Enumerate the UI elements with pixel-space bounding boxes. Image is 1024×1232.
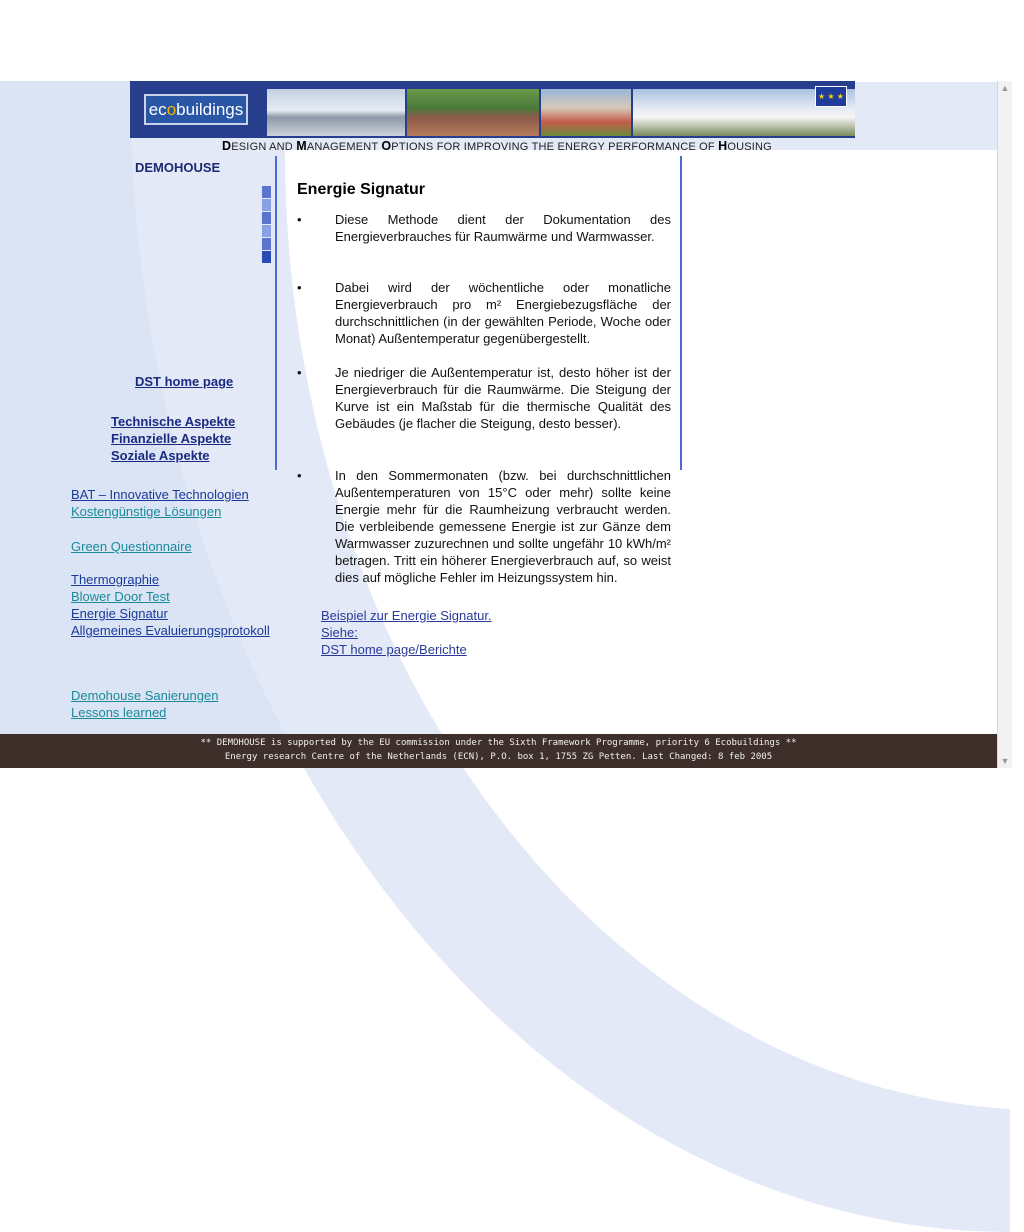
header-photo-building-1 bbox=[267, 89, 405, 136]
bullet-text: Je niedriger die Außentemperatur ist, desto höher ist der Energieverbrauch für die Raumwärme. Die Steigung der Kurve ist ein Maßstab für die thermische Qualität des Gebäudes (je flacher die Steigung, desto besser). bbox=[335, 365, 671, 431]
bullet-text: Diese Methode dient der Dokumentation des Energieverbrauches für Raumwärme und Warmwasser. bbox=[335, 212, 671, 244]
nav-technische-aspekte[interactable]: Technische Aspekte bbox=[111, 414, 236, 429]
scroll-up-icon[interactable]: ▲ bbox=[1000, 83, 1010, 93]
nav-kostenguenstige[interactable]: Kostengünstige Lösungen bbox=[71, 504, 222, 519]
bullet-dot-icon: • bbox=[297, 280, 302, 295]
nav-bat-innovative[interactable]: BAT – Innovative Technologien bbox=[71, 487, 249, 502]
example-link[interactable]: Beispiel zur Energie Signatur. bbox=[321, 608, 492, 623]
nav-green-questionnaire[interactable]: Green Questionnaire bbox=[71, 539, 192, 554]
content-divider-right bbox=[680, 156, 682, 470]
nav-energie-signatur[interactable]: Energie Signatur bbox=[71, 606, 168, 621]
header-photo-building-2 bbox=[407, 89, 539, 136]
nav-lessons-learned[interactable]: Lessons learned bbox=[71, 705, 167, 720]
bullet-dot-icon: • bbox=[297, 468, 302, 483]
bullet-text: In den Sommermonaten (bzw. bei durchschnittlichen Außentemperaturen von 15°C oder mehr) sollte keine Energie mehr für die Raumheizung verbraucht werden. Die verbleibende gemessene Energie ist zur Gänze dem Warmwasser zuzurechnen und sollte ungefähr 10 kWh/m² betragen. Tritt ein höherer Energieverbrauch auf, so weist dies auf mögliche Fehler im Heizungssystem hin. bbox=[335, 468, 671, 585]
ecobuildings-logo[interactable] bbox=[144, 94, 248, 125]
scroll-down-icon[interactable]: ▼ bbox=[1000, 756, 1010, 766]
vertical-scrollbar[interactable] bbox=[997, 81, 1012, 768]
decorative-bars bbox=[262, 186, 271, 264]
page-title: Energie Signatur bbox=[297, 181, 426, 198]
tagline: DESIGN AND MANAGEMENT OPTIONS FOR IMPROVING THE ENERGY PERFORMANCE OF HOUSING bbox=[222, 139, 772, 153]
logo-text-pre: ec bbox=[148, 100, 167, 119]
logo-text-o: o bbox=[166, 100, 177, 119]
nav-finanzielle-aspekte[interactable]: Finanzielle Aspekte bbox=[111, 431, 232, 446]
header-photo-building-3 bbox=[541, 89, 631, 136]
header-banner bbox=[130, 81, 855, 138]
nav-thermographie[interactable]: Thermographie bbox=[71, 572, 160, 587]
bullet-dot-icon: • bbox=[297, 212, 302, 227]
nav-blower-door-test[interactable]: Blower Door Test bbox=[71, 589, 170, 604]
bullet-dot-icon: • bbox=[297, 365, 302, 380]
footer-line-1: ** DEMOHOUSE is supported by the EU commission under the Sixth Framework Programme, priority 6 Ecobuildings ** bbox=[200, 738, 797, 748]
nav-soziale-aspekte[interactable]: Soziale Aspekte bbox=[111, 448, 210, 463]
sidebar-section-title: DEMOHOUSE bbox=[135, 160, 221, 175]
logo-text-post: buildings bbox=[176, 100, 244, 119]
content-divider-left bbox=[275, 156, 277, 470]
reports-link[interactable]: DST home page/Berichte bbox=[321, 642, 467, 657]
see-link[interactable]: Siehe: bbox=[321, 625, 358, 640]
bullet-text: Dabei wird der wöchentliche oder monatliche Energieverbrauch pro m² Energiebezugsfläche der durchschnittlichen (in der gewählten Periode, Woche oder Monat) Außentemperatur gegenübergestellt. bbox=[335, 280, 671, 346]
nav-demohouse-sanierungen[interactable]: Demohouse Sanierungen bbox=[71, 688, 219, 703]
nav-allgemeines-evaluierungsprotokoll[interactable]: Allgemeines Evaluierungsprotokoll bbox=[71, 623, 270, 638]
eu-flag-icon: ★ ★ ★ bbox=[815, 86, 847, 107]
footer-line-2: Energy research Centre of the Netherlands (ECN), P.O. box 1, 1755 ZG Petten. Last Changed: 8 feb 2005 bbox=[224, 752, 773, 762]
nav-dst-home[interactable]: DST home page bbox=[135, 374, 234, 389]
footer bbox=[0, 734, 997, 768]
